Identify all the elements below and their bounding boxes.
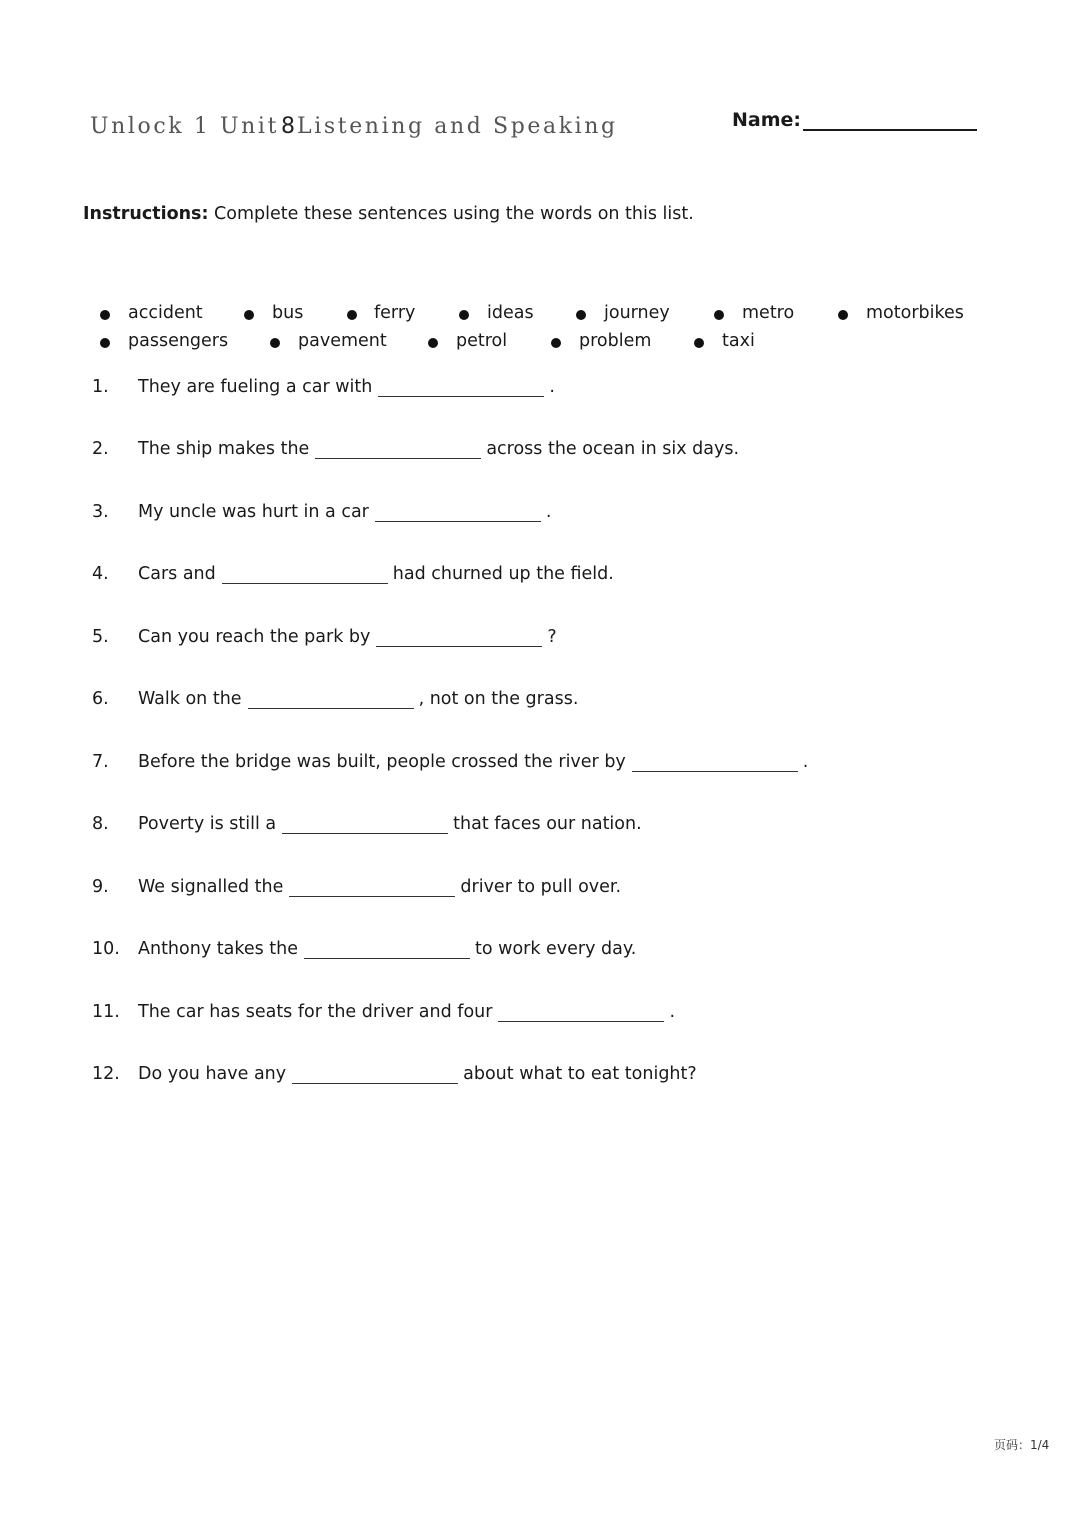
- answer-blank[interactable]: [304, 938, 470, 959]
- question-number: 10.: [92, 939, 120, 959]
- answer-blank[interactable]: [378, 376, 544, 397]
- word-bank-item: journey: [604, 303, 670, 323]
- question-item: [92, 938, 636, 959]
- question-text-before: Cars and: [138, 564, 216, 584]
- question-text-after: driver to pull over.: [460, 877, 622, 897]
- word-bank-item: ideas: [487, 303, 534, 323]
- word-bank-item: pavement: [298, 331, 387, 351]
- title-unit-number: 8: [281, 114, 296, 139]
- question-text-after: ?: [547, 627, 557, 647]
- question-text-after: .: [545, 502, 552, 522]
- question-number: 6.: [92, 689, 109, 709]
- question-item: [92, 438, 739, 459]
- word-bank-item: metro: [742, 303, 795, 323]
- question-text-after: .: [549, 377, 555, 397]
- question-text-before: The car has seats for the driver and four: [138, 1002, 493, 1022]
- question-number: 9.: [92, 877, 109, 897]
- word-bank-item: passengers: [128, 331, 229, 351]
- answer-blank[interactable]: [248, 688, 414, 709]
- name-blank[interactable]: [803, 107, 977, 131]
- answer-blank[interactable]: [498, 1001, 664, 1022]
- bullet-icon: [244, 310, 254, 320]
- word-bank-item: accident: [128, 303, 203, 323]
- question-number: 7.: [92, 752, 109, 772]
- page-number: 页码：1/4: [994, 1438, 1050, 1452]
- answer-blank[interactable]: [315, 438, 481, 459]
- question-text-before: Before the bridge was built, people crossed the river by: [138, 752, 626, 772]
- answer-blank[interactable]: [222, 563, 388, 584]
- question-number: 12.: [92, 1064, 120, 1084]
- question-item: [92, 376, 555, 397]
- answer-blank[interactable]: [282, 813, 448, 834]
- question-number: 2.: [92, 439, 109, 459]
- question-text-after: about what to eat tonight?: [463, 1064, 697, 1084]
- question-number: 1.: [92, 377, 109, 397]
- name-field: [732, 107, 977, 131]
- worksheet-title: [90, 114, 618, 139]
- question-item: [92, 688, 578, 709]
- question-text-before: Can you reach the park by: [138, 627, 371, 647]
- answer-blank[interactable]: [292, 1063, 458, 1084]
- word-bank-item: motorbikes: [866, 303, 964, 323]
- question-number: 4.: [92, 564, 109, 584]
- question-text-after: to work every day.: [475, 939, 637, 959]
- bullet-icon: [270, 338, 280, 348]
- question-text-before: They are fueling a car with: [138, 377, 373, 397]
- bullet-icon: [459, 310, 469, 320]
- question-item: [92, 626, 557, 647]
- bullet-icon: [100, 338, 110, 348]
- question-text-before: We signalled the: [138, 877, 284, 897]
- bullet-icon: [100, 310, 110, 320]
- bullet-icon: [694, 338, 704, 348]
- bullet-icon: [714, 310, 724, 320]
- bullet-icon: [576, 310, 586, 320]
- word-bank-item: ferry: [374, 303, 416, 323]
- word-bank-item: bus: [272, 303, 304, 323]
- question-text-after: .: [669, 1002, 676, 1022]
- question-item: [92, 1063, 697, 1084]
- question-text-before: Do you have any: [138, 1064, 287, 1084]
- bullet-icon: [551, 338, 561, 348]
- name-label: Name:: [732, 109, 802, 131]
- question-text-after: that faces our nation.: [453, 814, 642, 834]
- instructions: [83, 204, 694, 224]
- question-text-after: had churned up the field.: [392, 564, 614, 584]
- question-number: 8.: [92, 814, 109, 834]
- answer-blank[interactable]: [376, 626, 542, 647]
- question-text-before: Anthony takes the: [138, 939, 298, 959]
- question-item: [92, 813, 642, 834]
- answer-blank[interactable]: [632, 751, 798, 772]
- word-bank-item: problem: [579, 331, 652, 351]
- question-item: [92, 751, 808, 772]
- answer-blank[interactable]: [375, 501, 541, 522]
- question-item: [92, 1001, 675, 1022]
- question-text-before: The ship makes the: [138, 439, 310, 459]
- question-item: [92, 563, 614, 584]
- question-number: 11.: [92, 1002, 120, 1022]
- title-prefix: Unlock 1 Unit: [90, 114, 280, 139]
- question-item: [92, 501, 551, 522]
- question-text-after: .: [802, 752, 809, 772]
- instructions-text: Complete these sentences using the words on this list.: [208, 204, 694, 224]
- answer-blank[interactable]: [289, 876, 455, 897]
- question-number: 5.: [92, 627, 109, 647]
- bullet-icon: [838, 310, 848, 320]
- bullet-icon: [347, 310, 357, 320]
- question-text-before: My uncle was hurt in a car: [138, 502, 369, 522]
- question-text-after: , not on the grass.: [418, 689, 579, 709]
- instructions-label: Instructions:: [83, 204, 209, 224]
- question-text-before: Walk on the: [138, 689, 242, 709]
- question-item: [92, 876, 621, 897]
- title-suffix: Listening and Speaking: [297, 114, 618, 139]
- word-bank-item: petrol: [456, 331, 508, 351]
- bullet-icon: [428, 338, 438, 348]
- question-text-after: across the ocean in six days.: [486, 439, 740, 459]
- question-text-before: Poverty is still a: [138, 814, 277, 834]
- word-bank-item: taxi: [722, 331, 755, 351]
- question-number: 3.: [92, 502, 109, 522]
